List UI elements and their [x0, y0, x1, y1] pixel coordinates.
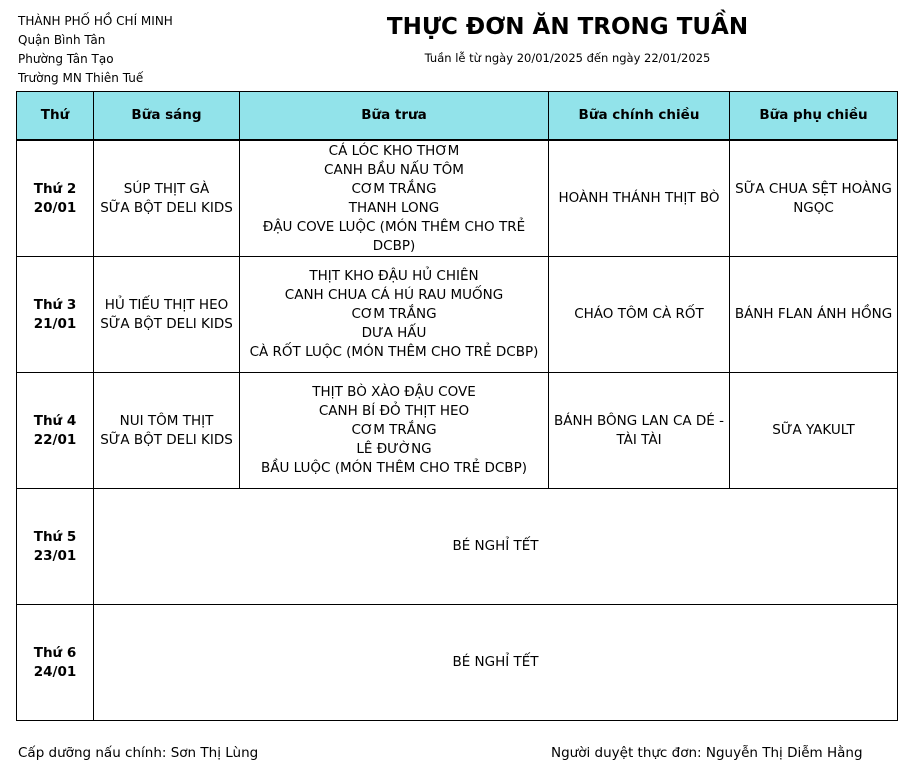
dish: SỮA BỘT DELI KIDS [100, 315, 233, 332]
afternoon-snack-cell: SỮA YAKULT [730, 373, 898, 489]
holiday-note: BÉ NGHỈ TẾT [94, 489, 898, 605]
dish: CANH BẦU NẤU TÔM [324, 161, 464, 178]
holiday-row [17, 605, 898, 721]
dish: HỦ TIẾU THỊT HEO [104, 296, 229, 313]
day-cell [17, 605, 94, 721]
col-lunch: Bữa trưa [240, 92, 549, 141]
col-afternoon-snack: Bữa phụ chiều [730, 92, 898, 141]
org-ward: Phường Tân Tạo [18, 52, 114, 66]
day-name: Thứ 6 [33, 644, 77, 661]
dish: CƠM TRẮNG [351, 422, 437, 438]
holiday-note: BÉ NGHỈ TẾT [94, 605, 898, 721]
afternoon-main-cell: HOÀNH THÁNH THỊT BÒ [549, 140, 730, 257]
dish: NUI TÔM THỊT [119, 412, 214, 429]
day-name: Thứ 4 [33, 412, 77, 429]
org-city: THÀNH PHỐ HỒ CHÍ MINH [18, 14, 173, 28]
dish: SỮA BỘT DELI KIDS [100, 431, 233, 448]
dish: CÀ RỐT LUỘC (MÓN THÊM CHO TRẺ DCBP) [249, 344, 539, 360]
organization-info [18, 12, 173, 88]
day-cell [17, 257, 94, 373]
dish: SÚP THỊT GÀ [123, 180, 210, 197]
breakfast-cell [94, 140, 240, 257]
week-range: Tuần lễ từ ngày 20/01/2025 đến ngày 22/01/2025 [424, 51, 711, 65]
dish: THỊT KHO ĐẬU HỦ CHIÊN [309, 268, 479, 284]
day-date: 22/01 [33, 431, 77, 448]
lunch-cell [240, 140, 549, 257]
dish: ĐẬU COVE LUỘC (MÓN THÊM CHO TRẺ DCBP) [262, 218, 526, 254]
day-date: 23/01 [33, 547, 77, 564]
table-row [17, 257, 898, 373]
page-title: THỰC ĐƠN ĂN TRONG TUẦN [386, 14, 749, 40]
org-district: Quận Bình Tân [18, 33, 106, 47]
col-afternoon-main: Bữa chính chiều [549, 92, 730, 141]
menu-table [16, 91, 898, 721]
dish: THỊT BÒ XÀO ĐẬU COVE [312, 384, 476, 400]
col-breakfast: Bữa sáng [94, 92, 240, 141]
table-row [17, 140, 898, 257]
day-cell [17, 140, 94, 257]
afternoon-snack-cell: BÁNH FLAN ÁNH HỒNG [730, 257, 898, 373]
approver-signature: Người duyệt thực đơn: Nguyễn Thị Diễm Hằng [551, 745, 863, 761]
holiday-row [17, 489, 898, 605]
table-row [17, 373, 898, 489]
dish: CANH CHUA CÁ HÚ RAU MUỐNG [284, 287, 504, 303]
day-date: 20/01 [33, 199, 77, 216]
dish: LÊ ĐƯỜNG [356, 441, 432, 457]
dish: THANH LONG [348, 199, 440, 216]
lunch-cell [240, 257, 549, 373]
day-cell [17, 489, 94, 605]
day-date: 21/01 [33, 315, 77, 332]
afternoon-snack-cell: SỮA CHUA SỆT HOÀNG NGỌC [730, 140, 898, 257]
breakfast-cell [94, 373, 240, 489]
day-date: 24/01 [33, 663, 77, 680]
lunch-cell [240, 373, 549, 489]
afternoon-main-cell: CHÁO TÔM CÀ RỐT [549, 257, 730, 373]
cook-signature: Cấp dưỡng nấu chính: Sơn Thị Lùng [18, 745, 259, 761]
day-cell [17, 373, 94, 489]
dish: CANH BÍ ĐỎ THỊT HEO [318, 403, 470, 419]
dish: CÁ LÓC KHO THƠM [328, 142, 460, 159]
dish: BẦU LUỘC (MÓN THÊM CHO TRẺ DCBP) [261, 460, 527, 476]
breakfast-cell [94, 257, 240, 373]
day-name: Thứ 5 [33, 528, 77, 545]
dish: DƯA HẤU [361, 325, 427, 341]
day-name: Thứ 3 [33, 296, 77, 313]
col-day: Thứ [17, 92, 94, 141]
dish: SỮA BỘT DELI KIDS [100, 199, 233, 216]
dish: CƠM TRẮNG [351, 306, 437, 322]
dish: CƠM TRẮNG [351, 180, 437, 197]
org-school: Trường MN Thiên Tuế [18, 71, 144, 85]
header-row [17, 92, 898, 141]
day-name: Thứ 2 [33, 180, 77, 197]
afternoon-main-cell: BÁNH BÔNG LAN CA DÉ - TÀI TÀI [549, 373, 730, 489]
